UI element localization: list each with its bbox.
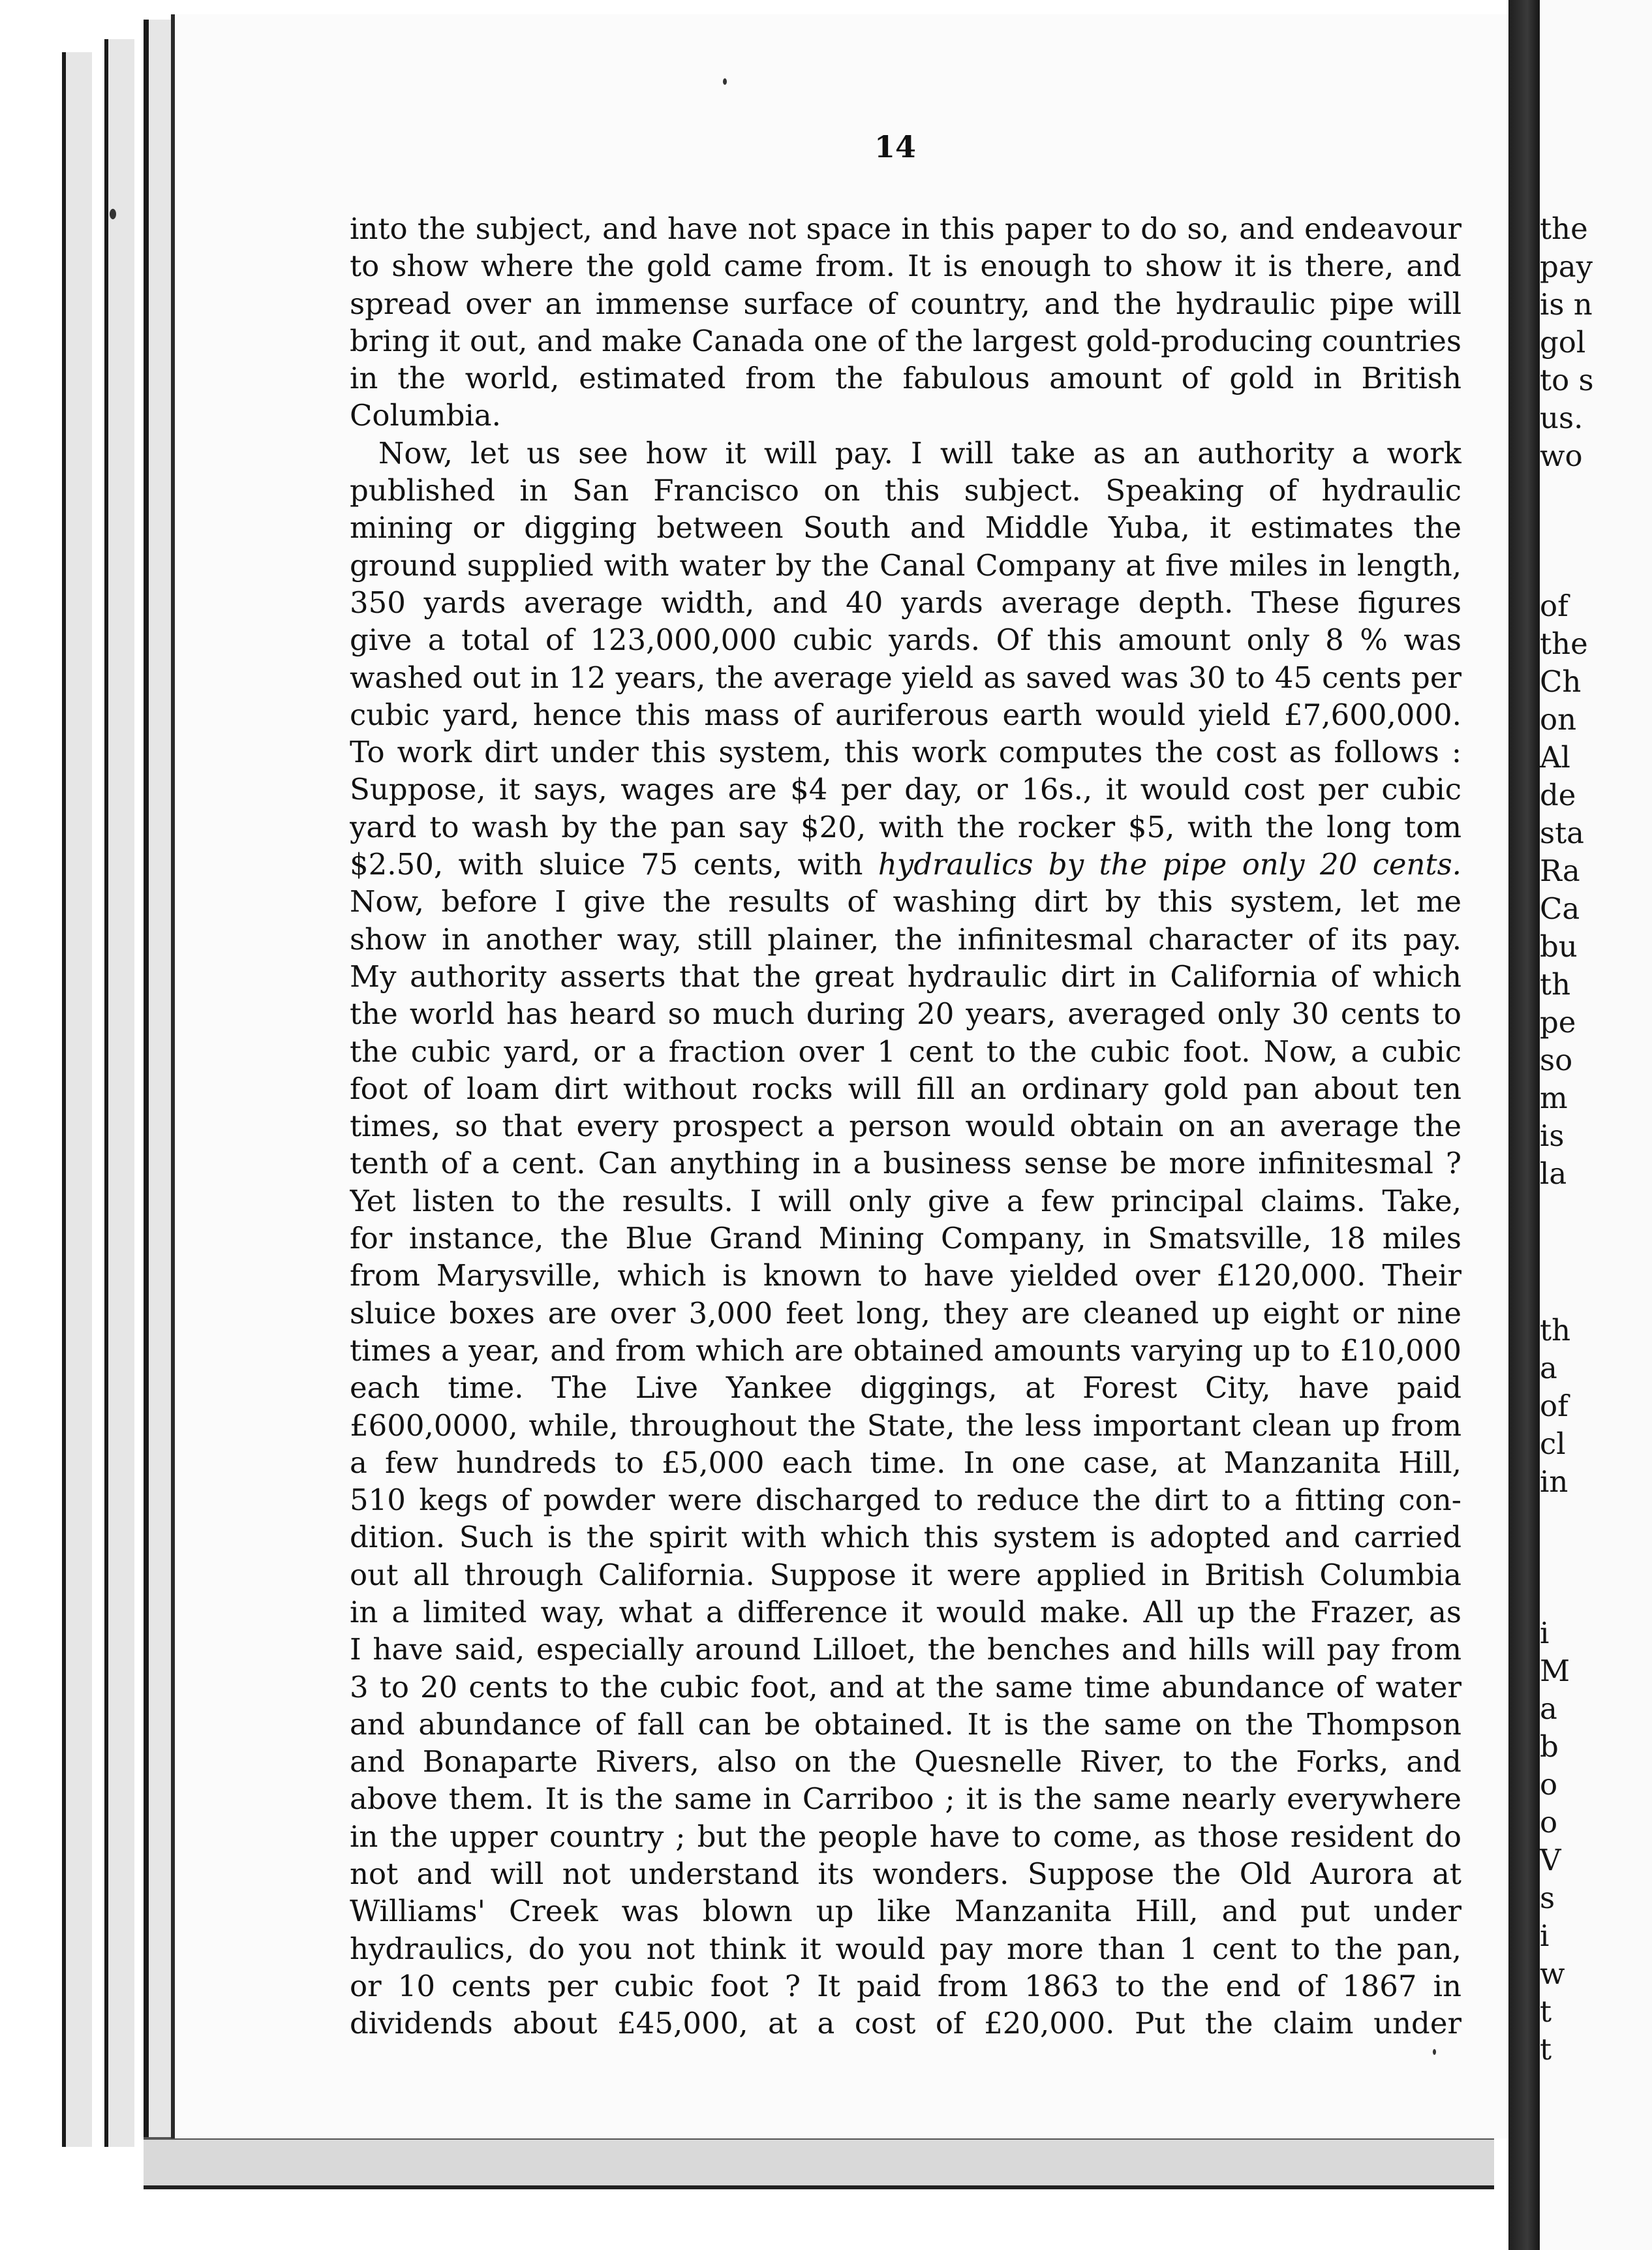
- text-fragment: gol: [1540, 325, 1586, 360]
- text-fragment: us.: [1540, 401, 1583, 435]
- text-line: not and will not understand its wonders. Suppose the Old Aurora at: [350, 1857, 1461, 1892]
- scan-speck: [110, 209, 116, 219]
- text-line: in the upper country ; but the people have to come, as those resident do: [350, 1819, 1461, 1854]
- text-fragment: o: [1540, 1805, 1558, 1840]
- text-fragment: t: [1540, 2032, 1552, 2067]
- text-fragment: s: [1540, 1881, 1555, 1915]
- text-fragment: i: [1540, 1616, 1550, 1650]
- scan-speck: [723, 78, 727, 85]
- text-line: To work dirt under this system, this work computes the cost as follows :: [350, 735, 1461, 770]
- text-fragment: of: [1540, 1389, 1568, 1423]
- text-line: Williams' Creek was blown up like Manzanita Hill, and put under: [350, 1894, 1461, 1929]
- page-edge: [144, 20, 175, 2153]
- text-line: the world has heard so much during 20 years, averaged only 30 cents to: [350, 996, 1461, 1032]
- text-line: from Marysville, which is known to have yielded over £120,000. Their: [350, 1258, 1461, 1293]
- text-line: cubic yard, hence this mass of auriferous earth would yield £7,600,000.: [350, 697, 1461, 732]
- text-line: foot of loam dirt without rocks will fill an ordinary gold pan about ten: [350, 1071, 1461, 1106]
- text-line: each time. The Live Yankee diggings, at Forest City, have paid: [350, 1370, 1461, 1406]
- text-fragment: Ch: [1540, 664, 1582, 699]
- text-fragment: m: [1540, 1081, 1568, 1115]
- text-fragment: V: [1540, 1843, 1561, 1877]
- text-line: 3 to 20 cents to the cubic foot, and at the same time abundance of water: [350, 1669, 1461, 1704]
- text-line: £600,0000, while, throughout the State, the less important clean up from: [350, 1408, 1461, 1443]
- italic-phrase: hydraulics by the pipe only 20 cents.: [878, 847, 1461, 882]
- text-line: times a year, and from which are obtained amounts varying up to £10,000: [350, 1333, 1461, 1368]
- text-fragment: to s: [1540, 363, 1594, 397]
- text-line-with-italic: [350, 846, 1461, 883]
- text-fragment: i: [1540, 1919, 1550, 1953]
- page-number: 14: [874, 129, 917, 164]
- text-fragment: on: [1540, 702, 1577, 737]
- text-line: into the subject, and have not space in this paper to do so, and endeavour: [350, 211, 1461, 246]
- text-fragment: the: [1540, 626, 1588, 661]
- text-line: to show where the gold came from. It is enough to show it is there, and: [350, 249, 1461, 284]
- text-line: above them. It is the same in Carriboo ; it is the same nearly everywhere: [350, 1781, 1461, 1817]
- text-line: in a limited way, what a difference it would make. All up the Frazer, as: [350, 1594, 1461, 1629]
- text-line: I have said, especially around Lilloet, the benches and hills will pay from: [350, 1632, 1461, 1667]
- text-fragment: sta: [1540, 816, 1585, 850]
- text-fragment: $2.50, with sluice 75 cents, with: [350, 847, 863, 882]
- text-line: mining or digging between South and Middle Yuba, it estimates the: [350, 510, 1461, 546]
- text-line: bring it out, and make Canada one of the largest gold-producing countries: [350, 323, 1461, 358]
- text-line: ground supplied with water by the Canal Company at five miles in length,: [350, 547, 1461, 583]
- page-edge: [62, 52, 92, 2147]
- text-line: or 10 cents per cubic foot ? It paid from 1863 to the end of 1867 in: [350, 1968, 1461, 2003]
- text-line: hydraulics, do you not think it would pay more than 1 cent to the pan,: [350, 1931, 1461, 1966]
- scan-speck: [1433, 2049, 1436, 2055]
- text-fragment: de: [1540, 778, 1576, 812]
- text-line: sluice boxes are over 3,000 feet long, they are cleaned up eight or nine: [350, 1295, 1461, 1331]
- text-fragment: wo: [1540, 439, 1583, 473]
- body-text: [350, 210, 1461, 2042]
- text-fragment: of: [1540, 589, 1568, 623]
- text-fragment: th: [1540, 967, 1571, 1002]
- text-fragment: th: [1540, 1313, 1571, 1348]
- text-fragment: cl: [1540, 1426, 1566, 1461]
- text-line: the cubic yard, or a fraction over 1 cent to the cubic foot. Now, a cubic: [350, 1034, 1461, 1069]
- text-line: and Bonaparte Rivers, also on the Quesnelle River, to the Forks, and: [350, 1744, 1461, 1780]
- text-fragment: o: [1540, 1767, 1558, 1802]
- text-line: dividends about £45,000, at a cost of £20,000. Put the claim under: [350, 2006, 1461, 2041]
- page-edge: [104, 39, 134, 2147]
- text-fragment: t: [1540, 1994, 1552, 2029]
- text-fragment: pay: [1540, 249, 1593, 284]
- text-line: published in San Francisco on this subject. Speaking of hydraulic: [350, 473, 1461, 508]
- text-fragment: a: [1540, 1351, 1557, 1385]
- text-line: tenth of a cent. Can anything in a business sense be more infinitesmal ?: [350, 1146, 1461, 1181]
- book-gutter: [1508, 0, 1540, 2250]
- text-fragment: M: [1540, 1654, 1570, 1688]
- page-bottom-edge: [144, 2137, 1494, 2189]
- text-line: yard to wash by the pan say $20, with the rocker $5, with the long tom: [350, 809, 1461, 844]
- text-fragment: Ca: [1540, 891, 1580, 926]
- text-line: out all through California. Suppose it were applied in British Columbia: [350, 1557, 1461, 1592]
- text-line: 350 yards average width, and 40 yards average depth. These figures: [350, 585, 1461, 620]
- text-line: Suppose, it says, wages are $4 per day, or 16s., it would cost per cubic: [350, 772, 1461, 807]
- text-fragment: so: [1540, 1043, 1573, 1077]
- text-line: show in another way, still plainer, the infinitesmal character of its pay.: [350, 921, 1461, 957]
- text-line: Columbia.: [350, 398, 501, 433]
- text-fragment: Ra: [1540, 854, 1580, 888]
- text-line: times, so that every prospect a person would obtain on an average the: [350, 1109, 1461, 1144]
- text-line: Now, let us see how it will pay. I will take as an authority a work: [378, 435, 1461, 470]
- text-line: a few hundreds to £5,000 each time. In one case, at Manzanita Hill,: [350, 1445, 1461, 1480]
- text-line: washed out in 12 years, the average yield as saved was 30 to 45 cents per: [350, 660, 1461, 695]
- text-line: dition. Such is the spirit with which this system is adopted and carried: [350, 1520, 1461, 1555]
- text-line: spread over an immense surface of country, and the hydraulic pipe will: [350, 286, 1461, 321]
- text-line: Yet listen to the results. I will only give a few principal claims. Take,: [350, 1183, 1461, 1218]
- right-page-fragment: [1540, 0, 1652, 2250]
- text-fragment: b: [1540, 1729, 1559, 1764]
- text-line: Now, before I give the results of washing dirt by this system, let me: [350, 884, 1461, 919]
- text-fragment: the: [1540, 211, 1588, 246]
- text-fragment: bu: [1540, 929, 1578, 964]
- text-fragment: is n: [1540, 287, 1593, 322]
- text-line: My authority asserts that the great hydraulic dirt in California of which: [350, 959, 1461, 994]
- text-fragment: in: [1540, 1464, 1568, 1499]
- text-line: in the world, estimated from the fabulous amount of gold in British: [350, 361, 1461, 396]
- text-fragment: w: [1540, 1956, 1565, 1991]
- text-fragment: a: [1540, 1691, 1557, 1726]
- text-line: 510 kegs of powder were discharged to reduce the dirt to a fitting con-: [350, 1483, 1461, 1518]
- text-line: and abundance of fall can be obtained. It is the same on the Thompson: [350, 1706, 1461, 1742]
- text-fragment: la: [1540, 1156, 1567, 1191]
- text-fragment: pe: [1540, 1005, 1576, 1040]
- text-fragment: Al: [1540, 740, 1570, 775]
- text-line: for instance, the Blue Grand Mining Company, in Smatsville, 18 miles: [350, 1221, 1461, 1256]
- text-fragment: is: [1540, 1118, 1565, 1153]
- text-line: give a total of 123,000,000 cubic yards. Of this amount only 8 % was: [350, 623, 1461, 658]
